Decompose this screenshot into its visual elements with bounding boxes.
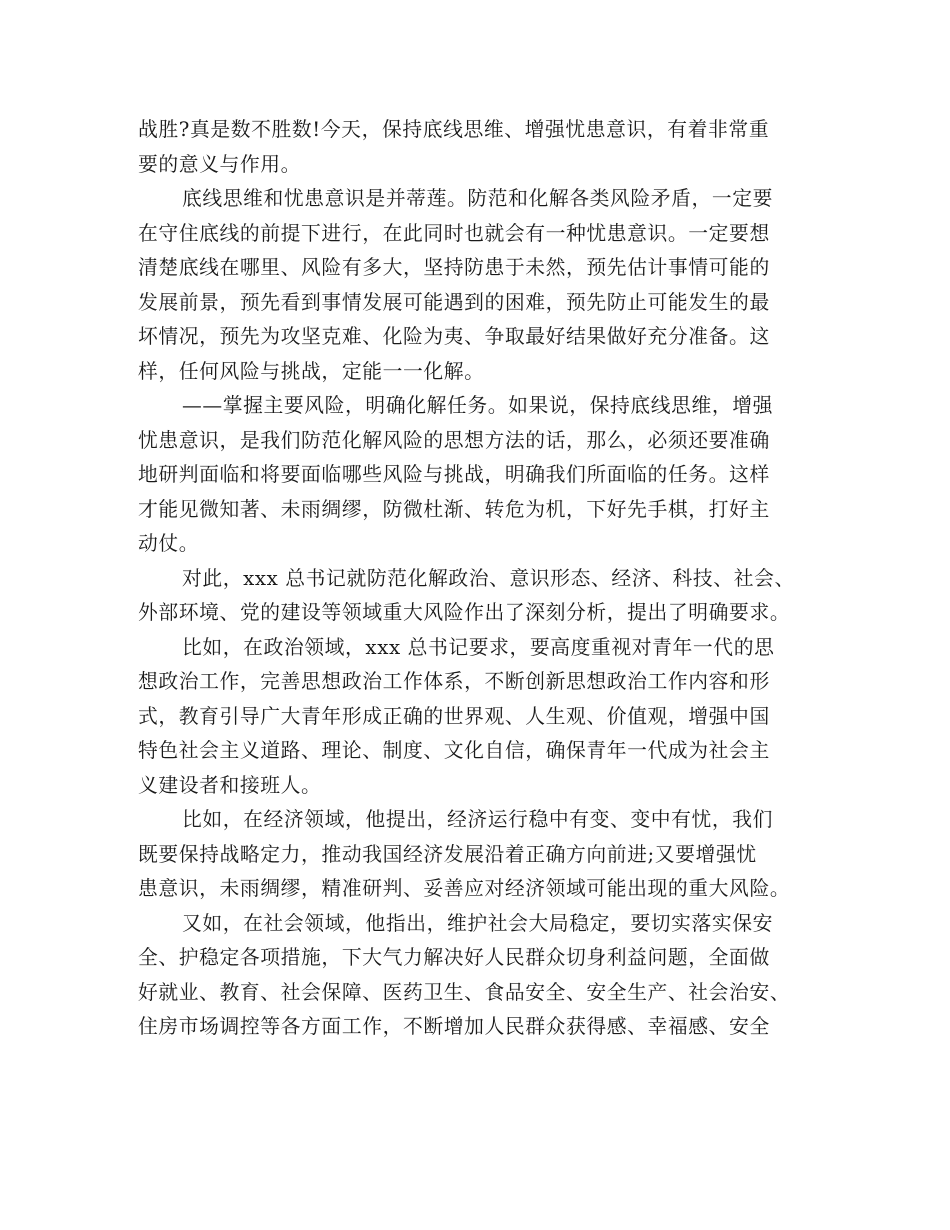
text-line: 比如，在政治领域，xxx 总书记要求，要高度重视对青年一代的思 xyxy=(182,635,775,659)
text-line: 式，教育引导广大青年形成正确的世界观、人生观、价值观，增强中国 xyxy=(138,704,770,728)
text-line: 想政治工作，完善思想政治工作体系，不断创新思想政治工作内容和形 xyxy=(138,670,770,693)
text-line: 坏情况，预先为攻坚克难、化险为夷、争取最好结果做好充分准备。这 xyxy=(138,325,770,348)
text-line: 外部环境、党的建设等领域重大风险作出了深刻分析，提出了明确要求。 xyxy=(138,601,791,624)
text-line: 地研判面临和将要面临哪些风险与挑战，明确我们所面临的任务。这样 xyxy=(138,463,770,486)
document-body xyxy=(138,113,828,1045)
text-line: 才能见微知著、未雨绸缪，防微杜渐、转危为机，下好先手棋，打好主 xyxy=(138,497,770,521)
text-line: ——掌握主要风险，明确化解任务。如果说，保持底线思维，增强 xyxy=(182,394,774,417)
text-line: 又如，在社会领域，他指出，维护社会大局稳定，要切实落实保安 xyxy=(182,911,774,935)
text-line: 既要保持战略定力，推动我国经济发展沿着正确方向前进;又要增强忧 xyxy=(138,842,757,866)
text-line: 患意识，未雨绸缪，精准研判、妥善应对经济领域可能出现的重大风险。 xyxy=(138,877,791,900)
text-line: 发展前景，预先看到事情发展可能遇到的困难，预先防止可能发生的最 xyxy=(138,290,770,314)
text-line: 特色社会主义道路、理论、制度、文化自信，确保青年一代成为社会主 xyxy=(138,739,770,762)
text-line: 动仗。 xyxy=(138,532,200,555)
text-line: 全、护稳定各项措施，下大气力解决好人民群众切身利益问题，全面做 xyxy=(138,946,770,969)
text-line: 要的意义与作用。 xyxy=(138,152,302,176)
text-line: 忧患意识，是我们防范化解风险的思想方法的话，那么，必须还要准确 xyxy=(138,428,770,452)
text-line: 样，任何风险与挑战，定能一一化解。 xyxy=(138,359,485,383)
text-line: 底线思维和忧患意识是并蒂莲。防范和化解各类风险矛盾，一定要 xyxy=(182,187,774,210)
text-line: 住房市场调控等各方面工作，不断增加人民群众获得感、幸福感、安全 xyxy=(138,1015,770,1038)
text-line: 战胜?真是数不胜数!今天，保持底线思维、增强忧患意识，有着非常重 xyxy=(138,118,770,141)
text-line: 义建设者和接班人。 xyxy=(138,773,322,797)
text-line: 对此，xxx 总书记就防范化解政治、意识形态、经济、科技、社会、 xyxy=(182,566,795,590)
text-line: 清楚底线在哪里、风险有多大，坚持防患于未然，预先估计事情可能的 xyxy=(138,256,770,279)
text-line: 好就业、教育、社会保障、医药卫生、食品安全、安全生产、社会治安、 xyxy=(138,980,791,1004)
text-line: 在守住底线的前提下进行，在此同时也就会有一种忧患意识。一定要想 xyxy=(138,221,770,245)
text-line: 比如，在经济领域，他提出，经济运行稳中有变、变中有忧，我们 xyxy=(182,808,774,831)
